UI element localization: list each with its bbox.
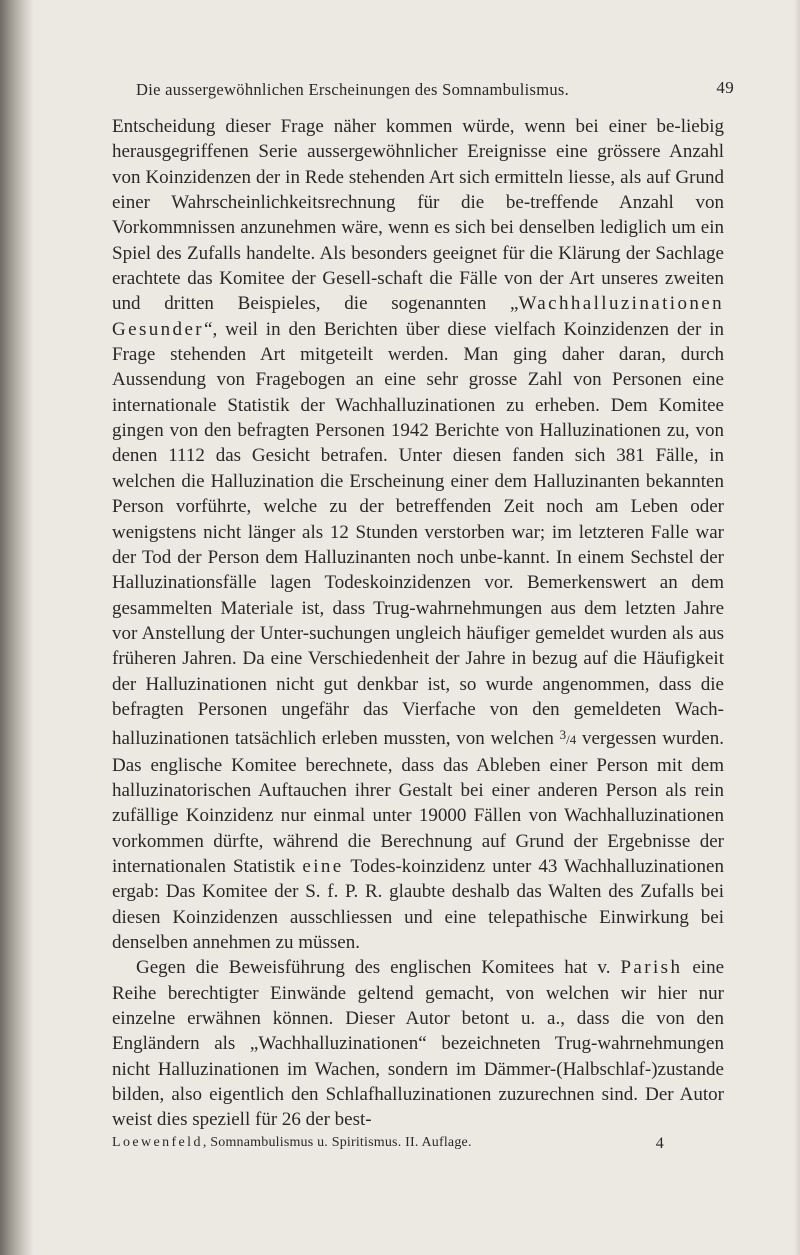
paragraph-2-part-a: Gegen die Beweisführung des englischen Komitees hat v.	[136, 957, 621, 979]
paragraph-1	[112, 114, 724, 955]
signature-mark: 4	[655, 1134, 664, 1152]
paragraph-1-part-b: “, weil in den Berichten über diese vielfach Koinzidenzen der in Frage stehenden Art mitgeteilt werden. Man ging daher daran, durch Aussendung von Fragebogen an eine sehr grosse Zahl von Personen eine internationale Statistik der Wachhalluzinationen zu erheben. Dem Komitee gingen von den befragten Personen 1942 Berichte von Halluzinationen zu, von denen 1112 das Gesicht betrafen. Unter diesen fanden sich 381 Fälle, in welchen die Halluzination die Erscheinung einer dem Halluzinanten bekannten Person vorführte, welche zu der betreffenden Zeit noch am Leben oder wenigstens nicht länger als 12 Stunden verstorben war; im letzteren Falle war der Tod der Person dem Halluzinanten noch unbe-kannt. In einem Sechstel der Halluzinationsfälle lagen Todeskoinzidenzen vor. Bemerkenswert an dem gesammelten Materiale ist, dass Trug-wahrnehmungen aus dem letzten Jahre vor Anstellung der Unter-suchungen ungleich häufiger gemeldet wurden als aus früheren Jahren. Da eine Verschiedenheit der Jahre in bezug auf die Häufigkeit der Halluzinationen nicht gut denkbar ist, so wurde angenommen, dass die befragten Personen ungefähr das Vierfache von den gemeldeten Wach-halluzinationen tatsächlich erleben mussten, von welchen	[112, 318, 724, 750]
page-number: 49	[716, 78, 734, 97]
book-spine-shadow	[0, 0, 34, 1255]
running-title: Die aussergewöhnlichen Erscheinungen des Somnambulismus.	[136, 80, 570, 99]
book-page	[112, 78, 734, 1157]
fraction-numerator: 3	[559, 727, 567, 743]
paragraph-1-part-a: Entscheidung dieser Frage näher kommen würde, wenn bei einer be-liebig herausgegriffenen Serie aussergewöhnlicher Ereignisse eine grössere Anzahl von Koinzidenzen der in Rede stehenden Art sich ermitteln liesse, als auf Grund einer Wahrscheinlichkeitsrechnung für die be-treffende Anzahl von Vorkommnissen anzunehmen wäre, wenn es sich bei denselben lediglich um ein Spiel des Zufalls handelte. Als besonders geeignet für die Klärung der Sachlage erachtete das Komitee der Gesell-schaft die Fälle von der Art unseres zweiten und dritten Beispieles, die sogenannten „	[112, 116, 724, 315]
paragraph-1-part-d: Todes-koinzidenz unter 43 Wachhalluzinationen ergab: Das Komitee der S. f. P. R. glaubte deshalb das Walten des Zufalls bei diesen Koinzidenzen ausschliessen und eine telepathische Einwirkung bei denselben annehmen zu müssen.	[112, 855, 724, 953]
page-footer	[112, 1135, 724, 1157]
source-author: Loewenfeld	[112, 1134, 203, 1150]
paragraph-1-part-c: vergessen wurden. Das englische Komitee berechnete, dass das Ableben einer Person mit dem halluzinatorischen Auftauchen ihrer Gestalt bei einer anderen Person als rein zufällige Koinzidenz nur einmal unter 19000 Fällen von Wachhalluzinationen vorkommen dürfte, während die Berechnung auf Grund der Ergebnisse der internationalen Statistik	[112, 728, 724, 877]
fraction-denominator: /4	[566, 732, 577, 748]
paragraph-2-part-b: eine Reihe berechtigter Einwände geltend gemacht, von welchen wir hier nur einzelne erwähnen können. Dieser Autor betont u. a., dass die von den Engländern als „Wachhalluzinationen“ bezeichneten Trug-wahrnehmungen nicht Halluzinationen im Wachen, sondern im Dämmer-(Halbschlaf-)zustande bilden, also eigentlich den Schlafhalluzinationen zuzurechnen sind. Der Autor weist dies speziell für 26 der best-	[112, 957, 724, 1131]
page-header	[112, 78, 734, 112]
spaced-term-eine: eine	[302, 855, 344, 877]
source-line	[112, 1135, 472, 1151]
paragraph-2	[112, 955, 724, 1132]
spaced-name-parish: Parish	[620, 957, 683, 979]
page-edge-shadow	[794, 0, 800, 1255]
spaced-term-wachhalluzinationen: Wachhalluzinationen Gesunder	[112, 293, 724, 340]
body-text	[112, 114, 724, 1133]
source-title: , Somnambulismus u. Spiritismus. II. Auflage.	[202, 1134, 472, 1150]
